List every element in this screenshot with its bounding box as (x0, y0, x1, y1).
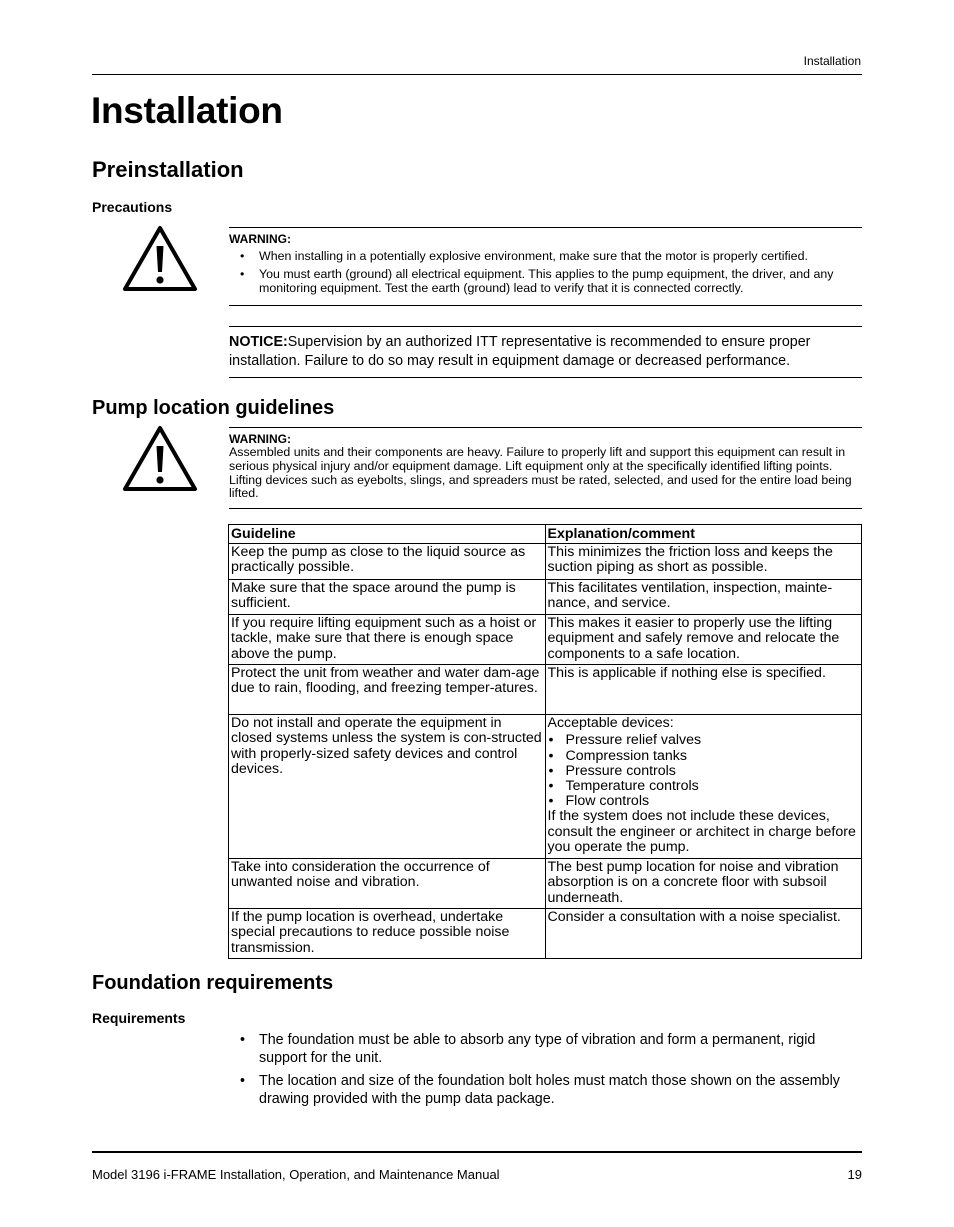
warning-triangle-icon (122, 224, 198, 292)
warning-item: • You must earth (ground) all electrical equipment. This applies to the pump equipment, the driver, and any monitoring equipment. Test the earth (ground) lead to verify that it is connected correctly. (229, 268, 862, 296)
page-number: 19 (847, 1167, 862, 1182)
pump-location-heading: Pump location guidelines (92, 397, 335, 419)
list-item: • Flow controls (548, 794, 860, 809)
requirements-label: Requirements (92, 1010, 186, 1026)
explanation-cell: Consider a consultation with a noise specialist. (545, 909, 862, 959)
list-item: • The location and size of the foundation bolt holes must match those shown on the assembly drawing provided with the pump data package. (229, 1072, 862, 1109)
guideline-cell: If the pump location is overhead, undertake special precautions to reduce possible noise transmission. (229, 909, 546, 959)
header-rule (92, 74, 862, 75)
footer-manual-title: Model 3196 i-FRAME Installation, Operation, and Maintenance Manual (92, 1167, 500, 1182)
warning-list (229, 250, 862, 299)
requirements-list (229, 1031, 862, 1113)
list-item: • Compression tanks (548, 749, 860, 764)
preinstallation-heading: Preinstallation (92, 157, 244, 182)
list-item: • The foundation must be able to absorb any type of vibration and form a permanent, rigid support for the unit. (229, 1031, 862, 1068)
warning-triangle-icon (122, 424, 198, 492)
warning-bottom-rule (229, 305, 862, 306)
table-row (229, 615, 862, 665)
table-row (229, 859, 862, 909)
notice-text: Supervision by an authorized ITT representative is recommended to ensure proper installation. Failure to do so may result in equipment damage or decreased performance. (229, 334, 811, 369)
explanation-cell: This facilitates ventilation, inspection, mainte-nance, and service. (545, 580, 862, 615)
list-item: • Temperature controls (548, 779, 860, 794)
guideline-cell: If you require lifting equipment such as a hoist or tackle, make sure that there is enough space above the pump. (229, 615, 546, 665)
notice-box (229, 333, 862, 371)
precautions-label: Precautions (92, 199, 173, 215)
column-header-guideline: Guideline (229, 525, 546, 544)
explanation-intro: Acceptable devices: (547, 715, 674, 732)
notice-top-rule (229, 326, 862, 327)
notice-bottom-rule (229, 377, 862, 378)
warning-bottom-rule (229, 508, 862, 509)
guideline-cell: Make sure that the space around the pump is sufficient. (229, 580, 546, 615)
warning-top-rule (229, 427, 862, 428)
guideline-cell: Keep the pump as close to the liquid source as practically possible. (229, 544, 546, 580)
guideline-cell: Take into consideration the occurrence of unwanted noise and vibration. (229, 859, 546, 909)
table-row (229, 580, 862, 615)
table-header-row (229, 525, 862, 544)
warning-label: WARNING: (229, 232, 291, 246)
warning-item: • When installing in a potentially explosive environment, make sure that the motor is properly certified. (229, 250, 862, 264)
foundation-heading: Foundation requirements (92, 972, 334, 994)
list-item: • Pressure controls (548, 764, 860, 779)
table-row (229, 544, 862, 580)
table-row (229, 715, 862, 859)
column-header-explanation: Explanation/comment (545, 525, 862, 544)
guideline-cell: Protect the unit from weather and water dam-age due to rain, flooding, and freezing temper-atures. (229, 665, 546, 715)
notice-label: NOTICE: (229, 334, 288, 350)
table-row (229, 909, 862, 959)
page-title: Installation (91, 90, 283, 131)
guideline-cell: Do not install and operate the equipment in closed systems unless the system is con-structed with properly-sized safety devices and control devices. (229, 715, 546, 859)
guidelines-table (228, 524, 862, 959)
footer-rule (92, 1151, 862, 1153)
list-item: • Pressure relief valves (548, 733, 860, 748)
explanation-cell: This makes it easier to properly use the lifting equipment and safely remove and relocate the components to a safe location. (545, 615, 862, 665)
explanation-cell: This is applicable if nothing else is specified. (545, 665, 862, 715)
explanation-cell: This minimizes the friction loss and keeps the suction piping as short as possible. (545, 544, 862, 580)
running-header: Installation (803, 54, 861, 68)
table-row (229, 665, 862, 715)
explanation-cell: The best pump location for noise and vibration absorption is on a concrete floor with subsoil underneath. (545, 859, 862, 909)
explanation-cell (545, 715, 862, 859)
warning-label: WARNING: (229, 432, 291, 446)
warning-text: Assembled units and their components are heavy. Failure to properly lift and support this equipment can result in serious physical injury and/or equipment damage. Lift equipment only at the specifically identified lifting points. Lifting devices such as eyebolts, slings, and spreaders must be rated, selected, and used for the entire load being lifted. (229, 445, 852, 501)
explanation-outro: If the system does not include these devices, consult the engineer or architect in charge before you operate the pump. (547, 808, 856, 855)
device-list (548, 733, 860, 809)
warning-top-rule (229, 227, 862, 228)
